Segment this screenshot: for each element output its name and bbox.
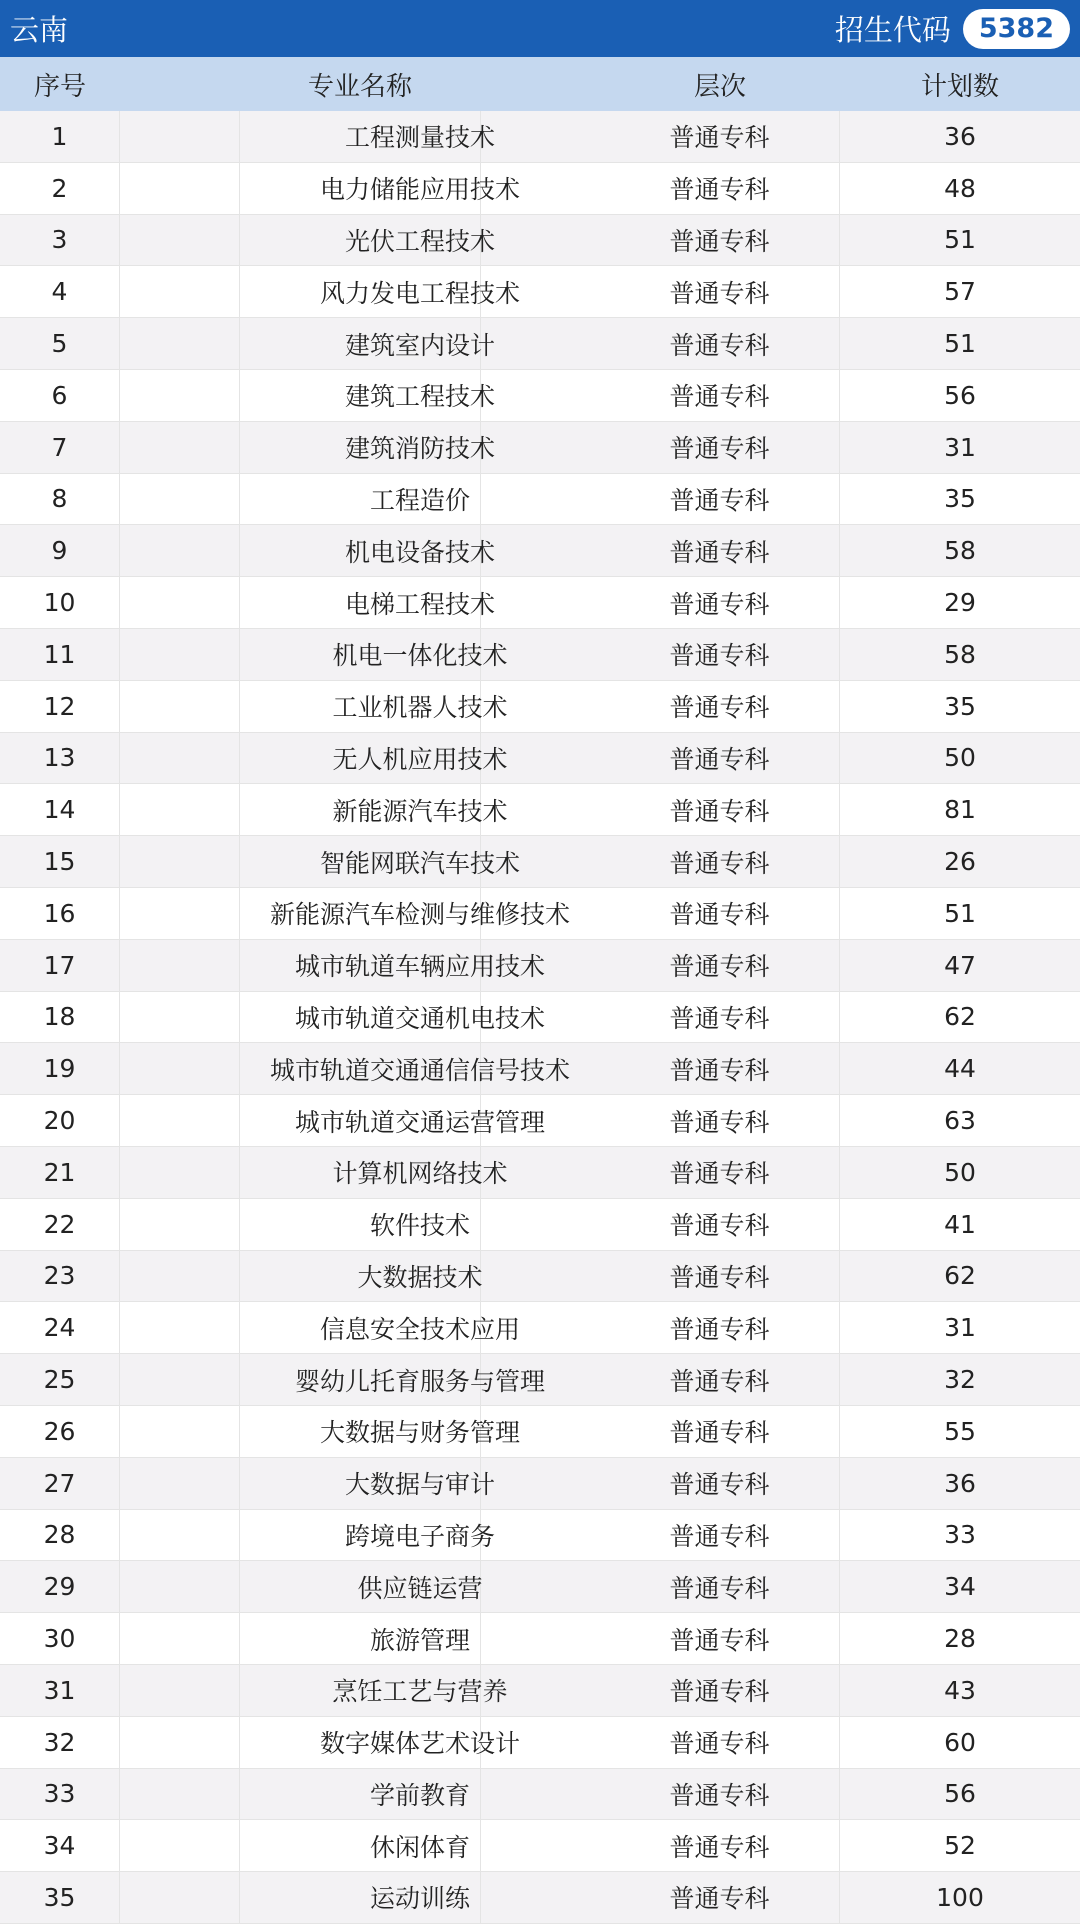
table-row [0,1769,1080,1821]
row-level: 普通专科 [600,1665,840,1716]
row-level: 普通专科 [600,1820,840,1871]
row-level: 普通专科 [600,1147,840,1198]
major-name-text: 建筑室内设计 [344,330,495,360]
table-body [0,111,1080,1924]
table-row [0,629,1080,681]
major-name-text: 大数据技术 [357,1262,483,1292]
code-badge: 5382 [963,9,1070,49]
major-name-text: 工业机器人技术 [332,693,508,723]
major-name-text: 信息安全技术应用 [319,1314,520,1344]
row-plan-count: 55 [944,1416,976,1446]
row-index: 32 [0,1717,120,1768]
row-plan-count: 31 [944,1313,976,1343]
row-index: 2 [0,163,120,214]
row-plan-count: 36 [944,1468,976,1498]
row-spacer [120,836,240,887]
region-title: 云南 [10,13,69,47]
row-index: 35 [0,1872,120,1923]
row-plan-count: 58 [944,639,976,669]
table-row [0,1717,1080,1769]
code-label: 招生代码 [834,13,951,47]
row-level: 普通专科 [600,370,840,421]
row-major-name [240,422,600,473]
row-major-name [240,1406,600,1457]
row-spacer [120,266,240,317]
row-index: 29 [0,1561,120,1612]
row-index: 33 [0,1769,120,1820]
major-name-text: 婴幼儿托育服务与管理 [294,1366,545,1396]
row-index: 15 [0,836,120,887]
major-name-text: 大数据与审计 [344,1470,495,1500]
major-name-text: 工程测量技术 [344,123,495,153]
row-index: 22 [0,1199,120,1250]
row-plan-count: 28 [944,1624,976,1653]
row-major-name [240,1354,600,1405]
row-major-name [240,681,600,732]
row-level: 普通专科 [600,1458,840,1509]
row-level: 普通专科 [600,992,840,1043]
row-index: 31 [0,1665,120,1716]
major-name-text: 新能源汽车检测与维修技术 [269,900,570,930]
row-major-name [240,1769,600,1820]
row-major-name [240,629,600,680]
row-major-name [240,577,600,628]
row-plan-count: 56 [944,380,976,410]
row-spacer [120,1251,240,1302]
table-row [0,318,1080,370]
table-header [0,57,1080,111]
row-plan-count: 32 [944,1365,976,1395]
row-level: 普通专科 [600,215,840,266]
row-major-name [240,992,600,1043]
row-plan-count: 50 [944,1157,976,1187]
row-spacer [120,1095,240,1146]
row-index: 13 [0,733,120,784]
col-header-major: 专业名称 [307,71,412,102]
row-plan-count: 56 [944,1779,976,1809]
row-plan-count: 57 [944,277,976,307]
row-level: 普通专科 [600,733,840,784]
major-name-text: 运动训练 [369,1884,470,1914]
row-plan-count: 51 [944,225,976,255]
row-index: 3 [0,215,120,266]
row-spacer [120,474,240,525]
row-index: 23 [0,1251,120,1302]
row-plan-count: 43 [944,1675,976,1705]
major-name-text: 电梯工程技术 [344,589,495,619]
row-plan-count: 60 [944,1727,976,1757]
row-spacer [120,1458,240,1509]
row-spacer [120,318,240,369]
title-bar [0,0,1080,57]
row-level: 普通专科 [600,163,840,214]
row-plan-count: 52 [944,1831,976,1861]
row-major-name [240,370,600,421]
row-major-name [240,215,600,266]
table-row [0,1095,1080,1147]
row-level: 普通专科 [600,681,840,732]
row-plan-count: 100 [936,1882,984,1912]
row-major-name [240,1095,600,1146]
row-level: 普通专科 [600,888,840,939]
row-level: 普通专科 [600,577,840,628]
major-name-text: 跨境电子商务 [344,1521,495,1551]
major-name-text: 城市轨道车辆应用技术 [294,952,545,982]
row-level: 普通专科 [600,1406,840,1457]
row-major-name [240,163,600,214]
table-row [0,836,1080,888]
major-name-text: 光伏工程技术 [344,226,495,256]
row-major-name [240,1820,600,1871]
row-level: 普通专科 [600,1199,840,1250]
row-major-name [240,1717,600,1768]
major-name-text: 城市轨道交通运营管理 [294,1107,545,1137]
row-level: 普通专科 [600,1872,840,1923]
row-plan-count: 36 [944,121,976,151]
row-level: 普通专科 [600,1043,840,1094]
major-name-text: 无人机应用技术 [332,744,508,774]
row-index: 30 [0,1613,120,1664]
table-row [0,474,1080,526]
row-spacer [120,1665,240,1716]
row-major-name [240,1510,600,1561]
major-name-text: 建筑工程技术 [344,382,495,412]
table-row [0,525,1080,577]
row-index: 7 [0,422,120,473]
row-spacer [120,1820,240,1871]
row-major-name [240,733,600,784]
table-row [0,940,1080,992]
row-major-name [240,318,600,369]
major-name-text: 新能源汽车技术 [332,796,508,826]
row-index: 5 [0,318,120,369]
row-level: 普通专科 [600,1613,840,1664]
table-row [0,163,1080,215]
row-spacer [120,1147,240,1198]
table-row [0,215,1080,267]
row-index: 17 [0,940,120,991]
table-row [0,1561,1080,1613]
major-name-text: 城市轨道交通机电技术 [294,1003,545,1033]
major-name-text: 数字媒体艺术设计 [319,1729,520,1759]
row-index: 18 [0,992,120,1043]
enrollment-code [835,8,1070,49]
major-name-text: 休闲体育 [369,1832,470,1862]
row-index: 8 [0,474,120,525]
table-row [0,992,1080,1044]
row-spacer [120,681,240,732]
row-spacer [120,940,240,991]
row-major-name [240,1613,600,1664]
row-spacer [120,1302,240,1353]
major-name-text: 烹饪工艺与营养 [332,1677,508,1707]
row-spacer [120,111,240,162]
row-major-name [240,1199,600,1250]
row-plan-count: 48 [944,173,976,203]
row-index: 20 [0,1095,120,1146]
row-spacer [120,888,240,939]
table-row [0,1354,1080,1406]
table-row [0,370,1080,422]
table-row [0,422,1080,474]
row-plan-count: 81 [944,795,976,825]
row-plan-count: 44 [944,1054,976,1084]
row-level: 普通专科 [600,1510,840,1561]
row-spacer [120,733,240,784]
row-index: 6 [0,370,120,421]
row-index: 24 [0,1302,120,1353]
table-row [0,1043,1080,1095]
table-row [0,1147,1080,1199]
row-plan-count: 62 [944,1002,976,1032]
row-major-name [240,1147,600,1198]
row-plan-count: 33 [944,1520,976,1550]
row-spacer [120,577,240,628]
row-level: 普通专科 [600,1302,840,1353]
row-spacer [120,629,240,680]
row-level: 普通专科 [600,836,840,887]
major-name-text: 城市轨道交通通信信号技术 [269,1055,570,1085]
major-name-text: 计算机网络技术 [332,1159,508,1189]
table-row [0,1199,1080,1251]
row-major-name [240,1872,600,1923]
row-major-name [240,1302,600,1353]
table-row [0,888,1080,940]
row-spacer [120,1043,240,1094]
row-spacer [120,1406,240,1457]
major-name-text: 旅游管理 [369,1625,470,1655]
table-row [0,111,1080,163]
row-level: 普通专科 [600,940,840,991]
row-level: 普通专科 [600,266,840,317]
col-header-plan: 计划数 [920,71,999,102]
row-index: 4 [0,266,120,317]
row-level: 普通专科 [600,1717,840,1768]
row-spacer [120,1510,240,1561]
row-index: 12 [0,681,120,732]
row-level: 普通专科 [600,1769,840,1820]
row-level: 普通专科 [600,318,840,369]
row-major-name [240,1458,600,1509]
row-plan-count: 62 [944,1261,976,1291]
row-major-name [240,784,600,835]
table-row [0,577,1080,629]
row-level: 普通专科 [600,111,840,162]
row-spacer [120,992,240,1043]
table-row [0,784,1080,836]
table-row [0,1251,1080,1303]
row-spacer [120,525,240,576]
table-row [0,681,1080,733]
row-level: 普通专科 [600,525,840,576]
major-name-text: 机电设备技术 [344,537,495,567]
row-index: 16 [0,888,120,939]
row-spacer [120,784,240,835]
row-plan-count: 51 [944,898,976,928]
major-name-text: 电力储能应用技术 [319,175,520,205]
row-major-name [240,888,600,939]
row-index: 11 [0,629,120,680]
row-plan-count: 50 [944,743,976,773]
row-spacer [120,1769,240,1820]
row-index: 34 [0,1820,120,1871]
row-spacer [120,1199,240,1250]
row-plan-count: 58 [944,536,976,566]
row-major-name [240,940,600,991]
row-spacer [120,370,240,421]
row-level: 普通专科 [600,422,840,473]
row-major-name [240,1251,600,1302]
row-major-name [240,1561,600,1612]
table-row [0,1458,1080,1510]
major-name-text: 风力发电工程技术 [319,278,520,308]
row-index: 1 [0,111,120,162]
row-major-name [240,525,600,576]
table-row [0,1406,1080,1458]
row-level: 普通专科 [600,1561,840,1612]
table-row [0,1820,1080,1872]
row-spacer [120,1613,240,1664]
col-header-index: 序号 [33,71,86,102]
row-major-name [240,1665,600,1716]
row-plan-count: 29 [944,588,976,618]
row-plan-count: 41 [944,1209,976,1239]
row-level: 普通专科 [600,784,840,835]
table-row [0,1613,1080,1665]
row-index: 9 [0,525,120,576]
row-major-name [240,111,600,162]
row-spacer [120,1354,240,1405]
row-major-name [240,266,600,317]
row-index: 28 [0,1510,120,1561]
row-plan-count: 63 [944,1106,976,1136]
major-name-text: 建筑消防技术 [344,434,495,464]
major-name-text: 工程造价 [369,485,470,515]
row-index: 27 [0,1458,120,1509]
row-index: 14 [0,784,120,835]
row-spacer [120,1717,240,1768]
row-level: 普通专科 [600,1095,840,1146]
row-level: 普通专科 [600,1251,840,1302]
row-plan-count: 35 [944,691,976,721]
row-index: 21 [0,1147,120,1198]
major-name-text: 供应链运营 [357,1573,483,1603]
row-spacer [120,1561,240,1612]
major-name-text: 软件技术 [369,1211,470,1241]
row-index: 25 [0,1354,120,1405]
row-plan-count: 35 [944,484,976,514]
row-plan-count: 51 [944,329,976,359]
row-spacer [120,163,240,214]
table-row [0,1510,1080,1562]
row-level: 普通专科 [600,474,840,525]
table-row [0,1872,1080,1924]
row-spacer [120,215,240,266]
row-level: 普通专科 [600,1354,840,1405]
major-name-text: 大数据与财务管理 [319,1418,520,1448]
major-name-text: 机电一体化技术 [332,641,508,671]
row-index: 19 [0,1043,120,1094]
table-row [0,733,1080,785]
table-row [0,1665,1080,1717]
col-header-level: 层次 [693,71,746,102]
row-plan-count: 34 [944,1572,976,1602]
row-major-name [240,1043,600,1094]
table-row [0,1302,1080,1354]
major-name-text: 学前教育 [369,1780,470,1810]
row-plan-count: 26 [944,847,976,877]
row-spacer [120,1872,240,1923]
row-spacer [120,422,240,473]
row-level: 普通专科 [600,629,840,680]
row-plan-count: 31 [944,432,976,462]
row-index: 10 [0,577,120,628]
table-row [0,266,1080,318]
row-major-name [240,474,600,525]
row-plan-count: 47 [944,950,976,980]
major-name-text: 智能网联汽车技术 [319,848,520,878]
row-major-name [240,836,600,887]
row-index: 26 [0,1406,120,1457]
